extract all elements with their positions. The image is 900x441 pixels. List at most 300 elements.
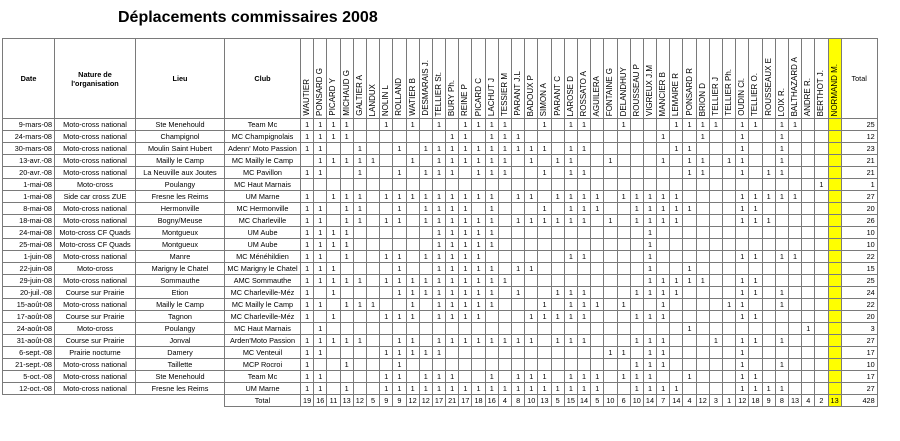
presence-cell <box>802 359 815 371</box>
col-header-ponsard-r <box>683 39 696 119</box>
presence-cell: 1 <box>446 251 459 263</box>
presence-cell <box>802 335 815 347</box>
presence-cell <box>380 131 393 143</box>
presence-cell: 1 <box>643 239 656 251</box>
col-header-nature: Nature de l'organisation <box>55 39 136 119</box>
presence-cell <box>604 191 617 203</box>
table-row <box>3 131 878 143</box>
presence-cell <box>617 335 630 347</box>
presence-cell: 1 <box>446 275 459 287</box>
presence-cell <box>736 239 749 251</box>
presence-cell <box>788 203 801 215</box>
presence-cell <box>723 167 736 179</box>
presence-cell <box>643 131 656 143</box>
row-total-cell: 26 <box>841 215 877 227</box>
presence-cell: 1 <box>749 311 762 323</box>
col-header-label: BERTHOT J. <box>816 69 826 116</box>
presence-cell <box>775 239 788 251</box>
presence-cell <box>788 179 801 191</box>
presence-cell <box>406 167 419 179</box>
presence-cell <box>551 323 564 335</box>
presence-cell: 1 <box>525 155 538 167</box>
presence-cell <box>815 215 828 227</box>
presence-cell: 1 <box>498 167 511 179</box>
presence-cell: 1 <box>353 167 366 179</box>
row-total-cell: 20 <box>841 311 877 323</box>
presence-cell <box>762 227 775 239</box>
column-total-cell: 5 <box>591 395 604 407</box>
presence-cell: 1 <box>327 239 340 251</box>
presence-cell <box>366 203 379 215</box>
presence-cell: 1 <box>657 203 670 215</box>
presence-cell <box>525 275 538 287</box>
col-header-mancier-b <box>657 39 670 119</box>
presence-cell: 1 <box>472 335 485 347</box>
presence-cell: 1 <box>459 191 472 203</box>
presence-cell <box>525 251 538 263</box>
presence-cell <box>498 251 511 263</box>
presence-cell: 1 <box>485 299 498 311</box>
presence-cell <box>657 167 670 179</box>
presence-cell <box>723 347 736 359</box>
presence-cell <box>406 239 419 251</box>
presence-cell: 1 <box>643 287 656 299</box>
presence-cell: 1 <box>446 143 459 155</box>
presence-cell <box>723 275 736 287</box>
presence-cell: 1 <box>657 275 670 287</box>
presence-cell: 1 <box>591 191 604 203</box>
presence-cell: 1 <box>577 191 590 203</box>
presence-cell: 1 <box>564 143 577 155</box>
presence-cell <box>723 239 736 251</box>
club-cell: MC Mailly le Camp <box>225 155 301 167</box>
presence-cell: 1 <box>314 227 327 239</box>
presence-cell <box>815 119 828 131</box>
presence-cell <box>498 227 511 239</box>
commissaires-table <box>2 38 878 407</box>
presence-cell <box>670 131 683 143</box>
presence-cell: 1 <box>525 311 538 323</box>
presence-cell <box>485 179 498 191</box>
presence-cell <box>591 359 604 371</box>
presence-cell <box>446 119 459 131</box>
presence-cell <box>828 299 841 311</box>
presence-cell: 1 <box>432 263 445 275</box>
presence-cell <box>366 287 379 299</box>
col-header-desmarais-j <box>419 39 432 119</box>
col-header-label: NORMAND M. <box>829 63 839 116</box>
presence-cell <box>525 203 538 215</box>
col-header-label: MICHAUD G <box>341 70 351 116</box>
presence-cell: 1 <box>617 119 630 131</box>
table-row <box>3 311 878 323</box>
column-total-cell: 10 <box>604 395 617 407</box>
date-cell: 18-mai-08 <box>3 215 55 227</box>
presence-cell <box>802 203 815 215</box>
column-total-cell: 10 <box>525 395 538 407</box>
presence-cell <box>525 227 538 239</box>
presence-cell <box>802 383 815 395</box>
presence-cell: 1 <box>485 383 498 395</box>
lieu-cell: Mailly le Camp <box>136 155 225 167</box>
presence-cell: 1 <box>683 323 696 335</box>
presence-cell: 1 <box>314 323 327 335</box>
presence-cell: 1 <box>301 299 314 311</box>
row-total-cell: 21 <box>841 167 877 179</box>
presence-cell <box>657 263 670 275</box>
presence-cell <box>709 251 722 263</box>
presence-cell <box>815 239 828 251</box>
presence-cell <box>617 143 630 155</box>
presence-cell <box>696 143 709 155</box>
presence-cell <box>564 323 577 335</box>
presence-cell <box>723 287 736 299</box>
presence-cell: 1 <box>446 227 459 239</box>
presence-cell: 1 <box>538 371 551 383</box>
nature-cell: Moto-cross national <box>55 383 136 395</box>
presence-cell <box>591 227 604 239</box>
presence-cell: 1 <box>485 131 498 143</box>
presence-cell: 1 <box>340 359 353 371</box>
presence-cell: 1 <box>301 191 314 203</box>
col-header-label: LAROSE D <box>565 75 575 116</box>
presence-cell <box>498 263 511 275</box>
presence-cell <box>709 239 722 251</box>
presence-cell <box>366 251 379 263</box>
presence-cell <box>802 299 815 311</box>
presence-cell <box>393 239 406 251</box>
presence-cell <box>419 131 432 143</box>
presence-cell <box>314 287 327 299</box>
presence-cell: 1 <box>512 383 525 395</box>
presence-cell <box>525 287 538 299</box>
presence-cell <box>815 383 828 395</box>
presence-cell <box>512 167 525 179</box>
col-header-total: Total <box>841 39 877 119</box>
presence-cell <box>709 155 722 167</box>
presence-cell <box>617 239 630 251</box>
presence-cell <box>696 359 709 371</box>
presence-cell <box>551 347 564 359</box>
presence-cell <box>802 251 815 263</box>
presence-cell <box>617 227 630 239</box>
lieu-cell: Fresne les Reims <box>136 383 225 395</box>
col-header-rousseaux-e <box>762 39 775 119</box>
col-header-rousseau-p <box>630 39 643 119</box>
presence-cell: 1 <box>446 383 459 395</box>
presence-cell <box>525 179 538 191</box>
presence-cell <box>577 155 590 167</box>
presence-cell: 1 <box>446 215 459 227</box>
presence-cell: 1 <box>564 383 577 395</box>
lieu-cell: Montgueux <box>136 239 225 251</box>
presence-cell <box>393 227 406 239</box>
col-header-label: BALTHAZARD A <box>790 56 800 116</box>
presence-cell: 1 <box>380 119 393 131</box>
row-total-cell: 20 <box>841 203 877 215</box>
presence-cell: 1 <box>353 299 366 311</box>
presence-cell <box>380 179 393 191</box>
date-cell: 1-mai-08 <box>3 191 55 203</box>
presence-cell <box>485 359 498 371</box>
presence-cell <box>683 251 696 263</box>
presence-cell <box>564 275 577 287</box>
column-total-cell: 16 <box>485 395 498 407</box>
presence-cell <box>670 263 683 275</box>
date-cell: 24-mars-08 <box>3 131 55 143</box>
presence-cell <box>723 131 736 143</box>
presence-cell: 1 <box>577 371 590 383</box>
presence-cell: 1 <box>630 335 643 347</box>
presence-cell <box>406 227 419 239</box>
presence-cell: 1 <box>353 143 366 155</box>
presence-cell: 1 <box>380 347 393 359</box>
presence-cell <box>617 263 630 275</box>
presence-cell <box>788 299 801 311</box>
presence-cell <box>419 335 432 347</box>
presence-cell <box>564 131 577 143</box>
presence-cell <box>617 215 630 227</box>
presence-cell: 1 <box>459 299 472 311</box>
presence-cell: 1 <box>472 155 485 167</box>
col-header-label: TELLIER Ph. <box>724 69 734 116</box>
presence-cell <box>775 203 788 215</box>
presence-cell <box>617 287 630 299</box>
date-cell: 13-avr.-08 <box>3 155 55 167</box>
presence-cell: 1 <box>393 251 406 263</box>
presence-cell: 1 <box>762 167 775 179</box>
presence-cell: 1 <box>551 383 564 395</box>
presence-cell: 1 <box>446 131 459 143</box>
presence-cell: 1 <box>301 275 314 287</box>
presence-cell: 1 <box>301 131 314 143</box>
col-header-badoux-p <box>525 39 538 119</box>
presence-cell <box>604 311 617 323</box>
presence-cell <box>525 239 538 251</box>
presence-cell <box>709 203 722 215</box>
presence-cell: 1 <box>577 311 590 323</box>
presence-cell <box>604 335 617 347</box>
presence-cell <box>380 143 393 155</box>
club-cell: AMC Sommauthe <box>225 275 301 287</box>
row-total-cell: 10 <box>841 359 877 371</box>
date-cell: 17-août-08 <box>3 311 55 323</box>
presence-cell <box>327 359 340 371</box>
presence-cell: 1 <box>630 371 643 383</box>
presence-cell <box>419 311 432 323</box>
presence-cell: 1 <box>775 335 788 347</box>
column-total-cell: 12 <box>406 395 419 407</box>
row-total-cell: 12 <box>841 131 877 143</box>
presence-cell <box>683 311 696 323</box>
col-header-parant-j-l <box>512 39 525 119</box>
column-total-cell: 11 <box>327 395 340 407</box>
presence-cell: 1 <box>736 143 749 155</box>
presence-cell <box>340 143 353 155</box>
presence-cell <box>604 179 617 191</box>
presence-cell <box>353 371 366 383</box>
presence-cell <box>617 311 630 323</box>
date-cell: 24-août-08 <box>3 323 55 335</box>
presence-cell <box>762 155 775 167</box>
presence-cell: 1 <box>498 335 511 347</box>
presence-cell <box>762 131 775 143</box>
presence-cell <box>498 311 511 323</box>
lieu-cell: Manre <box>136 251 225 263</box>
presence-cell: 1 <box>419 251 432 263</box>
presence-cell: 1 <box>564 311 577 323</box>
presence-cell <box>406 215 419 227</box>
presence-cell: 1 <box>670 287 683 299</box>
presence-cell: 1 <box>657 131 670 143</box>
presence-cell <box>512 347 525 359</box>
nature-cell: Moto-cross national <box>55 143 136 155</box>
presence-cell <box>472 179 485 191</box>
presence-cell <box>366 227 379 239</box>
presence-cell <box>670 359 683 371</box>
nature-cell: Moto-cross national <box>55 299 136 311</box>
presence-cell <box>327 203 340 215</box>
presence-cell: 1 <box>657 299 670 311</box>
presence-cell <box>683 239 696 251</box>
presence-cell: 1 <box>301 119 314 131</box>
column-total-cell: 9 <box>762 395 775 407</box>
nature-cell: Moto-cross <box>55 323 136 335</box>
presence-cell: 1 <box>630 191 643 203</box>
col-header-balthazard-a <box>788 39 801 119</box>
col-header-watier-b <box>406 39 419 119</box>
presence-cell: 1 <box>327 191 340 203</box>
presence-cell <box>723 323 736 335</box>
col-header-label: ANDRE R. <box>803 77 813 116</box>
col-header-label: NOLIN L <box>381 84 391 116</box>
presence-cell <box>670 167 683 179</box>
presence-cell: 1 <box>736 191 749 203</box>
presence-cell <box>788 131 801 143</box>
presence-cell: 1 <box>538 143 551 155</box>
presence-cell <box>723 143 736 155</box>
presence-cell: 1 <box>525 191 538 203</box>
presence-cell <box>709 299 722 311</box>
presence-cell: 1 <box>564 155 577 167</box>
presence-cell <box>802 179 815 191</box>
nature-cell: Moto-cross national <box>55 275 136 287</box>
presence-cell: 1 <box>432 287 445 299</box>
lieu-cell: Sommauthe <box>136 275 225 287</box>
table-row <box>3 239 878 251</box>
presence-cell <box>802 311 815 323</box>
presence-cell <box>709 191 722 203</box>
presence-cell <box>643 143 656 155</box>
presence-cell: 1 <box>551 155 564 167</box>
presence-cell: 1 <box>485 203 498 215</box>
presence-cell: 1 <box>446 263 459 275</box>
presence-cell <box>366 239 379 251</box>
presence-cell: 1 <box>749 383 762 395</box>
presence-cell: 1 <box>393 287 406 299</box>
presence-cell <box>406 143 419 155</box>
presence-cell: 1 <box>393 191 406 203</box>
presence-cell: 1 <box>432 227 445 239</box>
presence-cell <box>828 227 841 239</box>
presence-cell <box>380 167 393 179</box>
presence-cell <box>670 371 683 383</box>
presence-cell: 1 <box>459 275 472 287</box>
presence-cell: 1 <box>749 191 762 203</box>
presence-cell <box>406 359 419 371</box>
presence-cell <box>617 203 630 215</box>
presence-cell <box>762 311 775 323</box>
empty-cell <box>55 395 136 407</box>
presence-cell: 1 <box>736 383 749 395</box>
presence-cell: 1 <box>709 119 722 131</box>
presence-cell <box>802 263 815 275</box>
presence-cell: 1 <box>301 227 314 239</box>
date-cell: 25-mai-08 <box>3 239 55 251</box>
presence-cell <box>802 239 815 251</box>
presence-cell <box>828 287 841 299</box>
presence-cell <box>366 131 379 143</box>
presence-cell: 1 <box>683 371 696 383</box>
presence-cell: 1 <box>657 191 670 203</box>
col-header-label: REINE P <box>460 83 470 116</box>
table-row <box>3 323 878 335</box>
presence-cell: 1 <box>670 203 683 215</box>
presence-cell <box>802 155 815 167</box>
presence-cell: 1 <box>736 203 749 215</box>
presence-cell <box>340 287 353 299</box>
presence-cell: 1 <box>301 203 314 215</box>
col-header-label: PARANT J.L <box>513 71 523 116</box>
presence-cell: 1 <box>643 311 656 323</box>
presence-cell: 1 <box>446 203 459 215</box>
lieu-cell: Fresne les Reims <box>136 191 225 203</box>
presence-cell <box>366 119 379 131</box>
presence-cell: 1 <box>538 311 551 323</box>
column-total-cell: 4 <box>683 395 696 407</box>
presence-cell: 1 <box>472 167 485 179</box>
presence-cell <box>551 299 564 311</box>
presence-cell <box>538 191 551 203</box>
nature-cell: Moto-cross national <box>55 203 136 215</box>
col-header-lemaire-r <box>670 39 683 119</box>
presence-cell: 1 <box>472 287 485 299</box>
date-cell: 15-août-08 <box>3 299 55 311</box>
presence-cell: 1 <box>314 335 327 347</box>
nature-cell: Moto-cross <box>55 179 136 191</box>
presence-cell: 1 <box>485 143 498 155</box>
presence-cell: 1 <box>591 383 604 395</box>
presence-cell <box>577 347 590 359</box>
presence-cell <box>340 371 353 383</box>
presence-cell <box>630 299 643 311</box>
presence-cell <box>366 275 379 287</box>
presence-cell <box>762 287 775 299</box>
presence-cell <box>366 167 379 179</box>
presence-cell: 1 <box>301 239 314 251</box>
presence-cell: 1 <box>696 275 709 287</box>
presence-cell <box>683 179 696 191</box>
presence-cell: 1 <box>564 167 577 179</box>
presence-cell <box>802 227 815 239</box>
totals-row <box>3 395 878 407</box>
presence-cell <box>683 347 696 359</box>
presence-cell <box>775 275 788 287</box>
presence-cell: 1 <box>736 359 749 371</box>
presence-cell <box>353 347 366 359</box>
presence-cell <box>353 131 366 143</box>
presence-cell: 1 <box>498 143 511 155</box>
